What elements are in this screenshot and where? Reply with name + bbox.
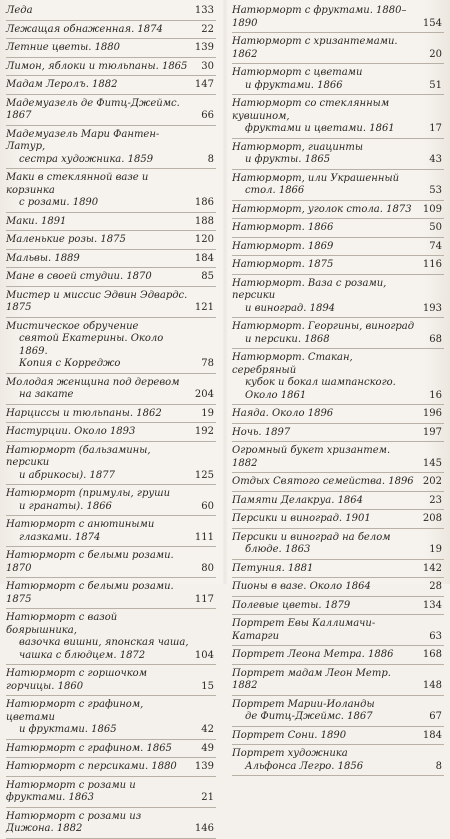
entry-title-line: и абрикосы). 1877 (19, 469, 115, 481)
index-entry (232, 696, 444, 727)
entry-title-line: чашка с блюдцем. 1872 (19, 649, 146, 661)
entry-title-line: Мане в своей студии. 1870 (6, 271, 152, 282)
entry-page-number: 184 (422, 729, 442, 741)
entry-page-number: 74 (429, 240, 442, 252)
entry-page-number: 23 (429, 494, 442, 506)
index-entry (6, 287, 216, 318)
entry-page-number: 188 (194, 215, 214, 227)
entry-title-line: Натюрморт. Ваза с розами, персики (232, 277, 387, 301)
index-entry (232, 238, 444, 257)
index-entry (6, 578, 216, 609)
entry-title-line: и виноград. 1894 (245, 302, 336, 314)
entry-page-number: 104 (194, 649, 214, 661)
entry-title-line: Натюрморт. 1875 (232, 259, 334, 270)
entry-title-line: Натюрморт с хризантемами. 1862 (232, 36, 398, 60)
entry-page-number: 134 (422, 599, 442, 611)
entry-title-line: Натюрморт с горшочком горчицы. 1860 (6, 668, 147, 692)
index-entry (232, 33, 444, 64)
index-entry (6, 758, 216, 777)
entry-page-number: 125 (194, 469, 214, 481)
entry-title-line: Натюрморт с графином, цветами (6, 699, 144, 723)
entry-title-line: Около 1861 (245, 389, 307, 401)
index-entry (232, 424, 444, 443)
entry-title-line: Портрет художника (232, 748, 348, 759)
index-entry (6, 374, 216, 405)
entry-title-line: Натюрморт. Стакан, серебряный (232, 352, 353, 376)
index-entry (232, 405, 444, 424)
entry-page-number: 20 (429, 48, 442, 60)
entry-page-number: 109 (422, 203, 442, 215)
entry-title-line: Портрет Евы Каллимачи-Катарги (232, 618, 376, 642)
index-entry (6, 423, 216, 442)
entry-page-number: 192 (194, 426, 214, 437)
entry-title-line: Мадемуазель Мари Фантен-Латур, (6, 128, 160, 152)
entry-title-line: Мистер и миссис Эдвин Эдвардс. 1875 (6, 289, 188, 313)
index-entry (6, 250, 216, 269)
entry-page-number: 50 (429, 222, 442, 233)
entry-page-number: 60 (201, 500, 214, 512)
entry-page-number: 28 (429, 581, 442, 592)
index-entry (232, 529, 444, 560)
index-entry (6, 21, 216, 40)
index-entry (6, 2, 216, 21)
entry-title-line: Натюрморт с персиками. 1880 (6, 761, 177, 772)
entry-page-number: 49 (201, 742, 214, 754)
entry-title-line: Натюрморт с белыми розами. 1870 (6, 550, 174, 574)
index-entry (232, 2, 444, 33)
entry-page-number: 8 (207, 153, 214, 165)
entry-title-line: Ночь. 1897 (232, 426, 291, 438)
index-entry (232, 727, 444, 746)
entry-page-number: 208 (422, 513, 442, 524)
entry-page-number: 42 (201, 724, 214, 735)
index-entry (232, 646, 444, 665)
entry-title-line: Портрет мадам Леон Метр. 1882 (232, 667, 391, 691)
entry-page-number: 202 (422, 476, 442, 487)
entry-page-number: 19 (201, 407, 214, 419)
entry-title-line: и фруктами. 1865 (19, 724, 117, 735)
entry-title-line: Портрет Сони. 1890 (232, 729, 347, 741)
entry-title-line: Портрет Марии-Иоланды (232, 698, 375, 710)
entry-title-line: де Фитц-Джеймс. 1867 (245, 711, 373, 722)
entry-page-number: 8 (435, 760, 442, 772)
index-entry (232, 170, 444, 201)
index-entry (232, 745, 444, 776)
entry-title-line: Натюрморт с фруктами. 1880–1890 (232, 5, 407, 29)
entry-page-number: 196 (422, 408, 442, 419)
entry-title-line: и гранаты). 1866 (19, 500, 112, 512)
entry-title-line: Портрет Леона Метра. 1886 (232, 649, 394, 660)
index-entry (232, 578, 444, 597)
index-entry (6, 169, 216, 213)
index-entry (6, 777, 216, 808)
entry-title-line: Натюрморт с графином. 1865 (6, 742, 172, 754)
index-entry (232, 219, 444, 238)
entry-page-number: 145 (422, 457, 442, 469)
index-entry (232, 560, 444, 579)
entry-page-number: 80 (201, 562, 214, 574)
entry-title-line: сестра художника. 1859 (19, 153, 154, 165)
entry-page-number: 154 (422, 17, 442, 29)
entry-page-number: 146 (194, 823, 214, 834)
entry-title-line: Настурции. Около 1893 (6, 426, 136, 437)
index-entry (6, 126, 216, 170)
entry-page-number: 142 (422, 562, 442, 574)
index-entry (232, 615, 444, 646)
entry-page-number: 30 (201, 60, 214, 72)
entry-page-number: 17 (429, 123, 442, 134)
index-entry (232, 492, 444, 511)
entry-title-line: Нарциссы и тюльпаны. 1862 (6, 407, 162, 419)
entry-page-number: 21 (201, 792, 214, 803)
index-entry (232, 139, 444, 170)
index-entry (6, 231, 216, 250)
entry-page-number: 19 (429, 544, 442, 555)
entry-title-line: вазочка вишни, японская чаша, (19, 637, 189, 648)
index-entry (6, 76, 216, 95)
entry-page-number: 204 (194, 389, 214, 400)
index-entry (232, 275, 444, 319)
entry-page-number: 63 (429, 630, 442, 642)
entry-page-number: 168 (422, 649, 442, 660)
entry-title-line: Лежащая обнаженная. 1874 (6, 23, 163, 35)
entry-title-line: и фруктами. 1866 (245, 79, 343, 91)
entry-title-line: и фрукты. 1865 (245, 154, 331, 165)
entry-page-number: 197 (422, 426, 442, 438)
index-entry (232, 597, 444, 616)
index-column-left (6, 2, 216, 839)
index-entry (6, 213, 216, 232)
index-entry (232, 201, 444, 220)
entry-page-number: 133 (194, 5, 214, 16)
entry-title-line: Копия с Корреджо (19, 358, 121, 369)
entry-title-line: Альфонса Легро. 1856 (245, 760, 364, 772)
index-entry (6, 516, 216, 547)
index-entry (6, 740, 216, 759)
index-entry (232, 510, 444, 529)
index-entry (232, 442, 444, 473)
entry-title-line: глазками. 1874 (19, 531, 101, 543)
entry-page-number: 120 (194, 234, 214, 245)
entry-page-number: 121 (194, 302, 214, 313)
entry-page-number: 15 (201, 680, 214, 692)
entry-page-number: 147 (194, 79, 214, 90)
index-entry (6, 405, 216, 424)
entry-page-number: 53 (429, 185, 442, 196)
entry-title-line: Наяда. Около 1896 (232, 408, 334, 419)
index-entry (232, 473, 444, 492)
index-entry (6, 39, 216, 58)
entry-title-line: с розами. 1890 (19, 197, 99, 208)
book-gutter (222, 0, 228, 584)
entry-title-line: Натюрморт. Георгины, виноград (232, 321, 415, 332)
index-entry (6, 609, 216, 665)
index-column-right (232, 2, 444, 776)
entry-title-line: кубок и бокал шампанского. (245, 377, 396, 388)
entry-title-line: Натюрморт (бальзамины, персики (6, 444, 151, 468)
entry-title-line: Мадам Леролъ. 1882 (6, 79, 118, 90)
entry-title-line: на закате (19, 389, 74, 400)
entry-title-line: Натюрморт, гиацинты (232, 141, 364, 153)
index-entry (6, 547, 216, 578)
index-entry (6, 485, 216, 516)
entry-title-line: Натюрморт, уголок стола. 1873 (232, 203, 412, 215)
entry-page-number: 193 (422, 302, 442, 314)
entry-title-line: Полевые цветы. 1879 (232, 599, 351, 611)
index-entry (232, 665, 444, 696)
index-entry (232, 64, 444, 95)
entry-title-line: Молодая женщина под деревом (6, 376, 180, 388)
entry-page-number: 66 (201, 110, 214, 121)
entry-title-line: Мадемуазель де Фитц-Джеймс. 1867 (6, 97, 180, 121)
entry-title-line: Натюрморт с розами из Дижона. 1882 (6, 810, 142, 834)
entry-title-line: Отдых Святого семейства. 1896 (232, 476, 414, 487)
entry-page-number: 186 (194, 197, 214, 208)
entry-title-line: стол. 1866 (245, 185, 305, 196)
entry-title-line: Натюрморт с белыми розами. 1875 (6, 581, 174, 605)
entry-title-line: Летние цветы. 1880 (6, 42, 121, 53)
entry-title-line: Мальвы. 1889 (6, 252, 80, 264)
entry-title-line: Маленькие розы. 1875 (6, 234, 126, 245)
entry-title-line: Натюрморт (примулы, груши (6, 488, 171, 499)
index-entry (6, 318, 216, 374)
index-entry (6, 665, 216, 696)
index-entry (232, 256, 444, 275)
index-entry (6, 268, 216, 287)
entry-page-number: 85 (201, 271, 214, 282)
entry-page-number: 67 (429, 711, 442, 722)
entry-page-number: 117 (194, 593, 214, 605)
entry-title-line: Натюрморт. 1869 (232, 240, 334, 252)
entry-page-number: 139 (194, 42, 214, 53)
entry-title-line: и персики. 1868 (245, 333, 330, 345)
entry-title-line: Лимон, яблоки и тюльпаны. 1865 (6, 60, 188, 72)
entry-title-line: Персики и виноград. 1901 (232, 513, 371, 524)
entry-title-line: Натюрморт с анютиными (6, 519, 155, 530)
entry-title-line: Натюрморт. 1866 (232, 222, 334, 233)
index-entry (6, 696, 216, 740)
entry-page-number: 78 (201, 358, 214, 369)
entry-page-number: 148 (422, 680, 442, 691)
entry-title-line: блюде. 1863 (245, 544, 311, 555)
entry-page-number: 22 (201, 23, 214, 35)
index-entry (232, 349, 444, 405)
entry-title-line: Натюрморт со стеклянным кувшином, (232, 98, 390, 122)
index-entry (6, 442, 216, 486)
entry-title-line: Мистическое обручение (6, 320, 139, 332)
entry-title-line: Натюрморт с вазой боярышника, (6, 612, 118, 636)
entry-title-line: Леда (6, 5, 33, 16)
entry-page-number: 68 (429, 333, 442, 345)
index-entry (232, 95, 444, 139)
entry-page-number: 111 (194, 531, 214, 543)
index-entry (6, 95, 216, 126)
entry-title-line: Персики и виноград на белом (232, 531, 391, 543)
entry-title-line: Огромный букет хризантем. 1882 (232, 445, 391, 469)
entry-page-number: 184 (194, 252, 214, 264)
entry-page-number: 43 (429, 154, 442, 165)
entry-title-line: фруктами и цветами. 1861 (245, 123, 395, 134)
entry-title-line: Маки в стеклянной вазе и корзинка (6, 172, 149, 196)
entry-title-line: Натюрморт с цветами (232, 67, 363, 78)
entry-title-line: Натюрморт с розами и фруктами. 1863 (6, 779, 136, 803)
entry-page-number: 16 (429, 389, 442, 401)
index-entry (232, 318, 444, 349)
entry-title-line: Памяти Делакруа. 1864 (232, 494, 364, 506)
entry-title-line: Петуния. 1881 (232, 562, 314, 574)
entry-title-line: святой Екатерины. Около 1869. (19, 333, 164, 357)
index-entry (6, 58, 216, 77)
entry-page-number: 116 (422, 259, 442, 270)
entry-page-number: 51 (429, 79, 442, 91)
entry-title-line: Пионы в вазе. Около 1864 (232, 581, 371, 592)
index-entry (6, 808, 216, 839)
entry-page-number: 139 (194, 761, 214, 772)
entry-title-line: Натюрморт, или Украшенный (232, 172, 400, 184)
entry-title-line: Маки. 1891 (6, 215, 67, 227)
